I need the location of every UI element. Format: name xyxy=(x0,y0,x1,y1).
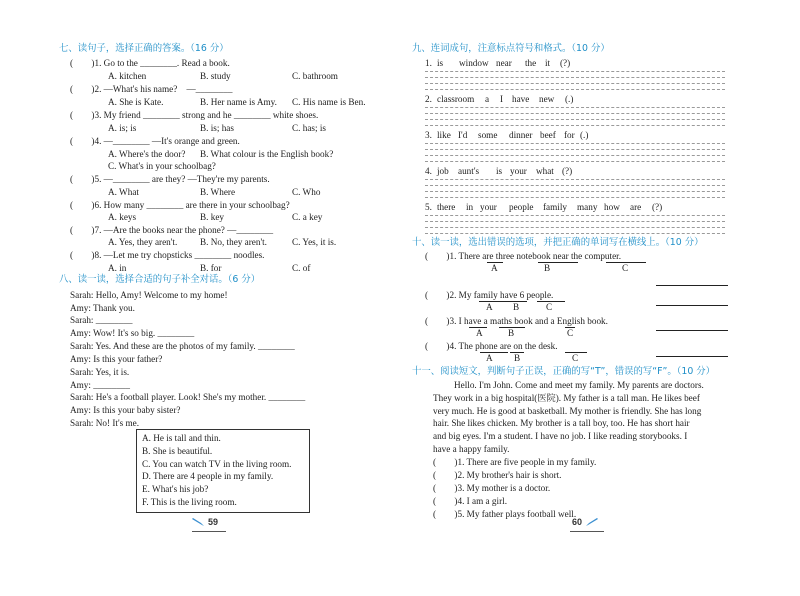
dialogue-line: Sarah: Yes. And these are the photos of my family. ________ xyxy=(70,341,295,351)
punctuation: (?) xyxy=(652,202,663,212)
word-row xyxy=(437,58,570,69)
dialogue-line: Amy: Is this your baby sister? xyxy=(70,405,181,415)
judgement-statement: ( )3. My mother is a doctor. xyxy=(433,483,551,493)
error-sentence: ( )1. There are three notebook near the computer. xyxy=(425,251,622,261)
writing-line[interactable] xyxy=(425,215,725,216)
word: window xyxy=(459,58,489,68)
option-item: C. You can watch TV in the living room. xyxy=(142,459,292,469)
dialogue-line: Amy: Is this your father? xyxy=(70,354,163,364)
judgement-statement: ( )5. My father plays football well. xyxy=(433,509,577,519)
choice-letter: B xyxy=(514,353,521,363)
q7-6-option-b: B. key xyxy=(200,212,224,222)
writing-line[interactable] xyxy=(425,233,725,234)
dialogue-line: Sarah: ________ xyxy=(70,315,133,325)
punctuation: (.) xyxy=(565,94,574,104)
choice-letter: B xyxy=(513,302,520,312)
punctuation: (.) xyxy=(580,130,589,140)
word: it xyxy=(545,58,551,68)
writing-line[interactable] xyxy=(425,107,725,108)
answer-line[interactable] xyxy=(656,356,728,357)
q7-3-option-c: C. has; is xyxy=(292,123,326,133)
writing-line[interactable] xyxy=(425,155,725,156)
writing-line[interactable] xyxy=(425,119,725,120)
writing-line[interactable] xyxy=(425,143,725,144)
passage-line: and big eyes. I'm a student. I have no job. I like reading storybooks. I xyxy=(433,431,688,441)
q7-5-stem: ( )5. —________ are they? —They're my parents. xyxy=(70,174,270,184)
pen-icon xyxy=(584,517,600,527)
dialogue-line: Amy: Thank you. xyxy=(70,303,135,313)
writing-line[interactable] xyxy=(425,125,725,126)
q7-1-option-b: B. study xyxy=(200,71,231,81)
passage-line: They work in a big hospital(医院). My father is a tall man. He likes beef xyxy=(433,393,700,403)
word: like xyxy=(437,130,451,140)
page-number: 59 xyxy=(208,517,219,527)
q7-6-option-a: A. keys xyxy=(108,212,137,222)
q7-1-stem: ( )1. Go to the ________. Read a book. xyxy=(70,58,230,68)
word-row xyxy=(437,202,662,213)
writing-line[interactable] xyxy=(425,191,725,192)
sentence-item-number: 3. xyxy=(425,130,432,140)
q7-2-option-a: A. She is Kate. xyxy=(108,97,164,107)
writing-line[interactable] xyxy=(425,83,725,84)
choice-letter: A xyxy=(491,263,498,273)
writing-line[interactable] xyxy=(425,89,725,90)
choice-letter: C xyxy=(622,263,629,273)
q7-2-option-b: B. Her name is Amy. xyxy=(200,97,277,107)
error-sentence: ( )4. The phone are on the desk. xyxy=(425,341,558,351)
q7-8-stem: ( )8. —Let me try chopsticks ________ noodles. xyxy=(70,250,265,260)
dialogue-line: Sarah: He's a football player. Look! She's my mother. ________ xyxy=(70,392,306,402)
choice-letter: B xyxy=(508,328,515,338)
word: people xyxy=(509,202,534,212)
word: how xyxy=(604,202,620,212)
q7-1-option-c: C. bathroom xyxy=(292,71,338,81)
choice-letter: A xyxy=(476,328,483,338)
word: family xyxy=(543,202,567,212)
option-item: D. There are 4 people in my family. xyxy=(142,471,274,481)
q7-5-option-c: C. Who xyxy=(292,187,321,197)
word: classroom xyxy=(437,94,475,104)
word-row xyxy=(437,94,573,105)
section-11-title: 十一、阅读短文，判断句子正误，正确的写“T”，错误的写“F”。（10 分） xyxy=(412,366,716,377)
section-9-title: 九、连词成句，注意标点符号和格式。（10 分） xyxy=(412,43,610,54)
writing-line[interactable] xyxy=(425,197,725,198)
option-item: E. What's his job? xyxy=(142,484,209,494)
writing-line[interactable] xyxy=(425,221,725,222)
q7-3-option-a: A. is; is xyxy=(108,123,137,133)
q7-5-option-b: B. Where xyxy=(200,187,236,197)
choice-letter: A xyxy=(486,353,493,363)
section-10-title: 十、读一读，选出错误的选项，并把正确的单词写在横线上。（10 分） xyxy=(412,237,704,248)
q7-3-stem: ( )3. My friend ________ strong and he ________ white shoes. xyxy=(70,110,319,120)
choice-letter: B xyxy=(544,263,551,273)
choice-letter: C xyxy=(567,328,574,338)
q7-8-option-b: B. for xyxy=(200,263,222,273)
word: many xyxy=(577,202,598,212)
page-number-underline xyxy=(192,531,226,532)
option-item: F. This is the living room. xyxy=(142,497,237,507)
word: are xyxy=(630,202,642,212)
sentence-item-number: 4. xyxy=(425,166,432,176)
choice-letter: C xyxy=(546,302,553,312)
error-sentence: ( )2. My family have 6 people. xyxy=(425,290,554,300)
word: what xyxy=(536,166,554,176)
word: I'd xyxy=(458,130,468,140)
word: in xyxy=(466,202,474,212)
word: some xyxy=(478,130,498,140)
q7-5-option-a: A. What xyxy=(108,187,139,197)
dialogue-line: Sarah: No! It's me. xyxy=(70,418,140,428)
writing-line[interactable] xyxy=(425,179,725,180)
q7-1-option-a: A. kitchen xyxy=(108,71,147,81)
punctuation: (?) xyxy=(562,166,573,176)
dialogue-line: Amy: ________ xyxy=(70,380,130,390)
word: near xyxy=(496,58,512,68)
q7-4-option-c: C. What's in your schoolbag? xyxy=(108,161,216,171)
q7-6-option-c: C. a key xyxy=(292,212,323,222)
page-number: 60 xyxy=(572,517,583,527)
passage-line: hair. She likes chicken. My brother is a tall boy, too. He has short hair xyxy=(433,418,690,428)
answer-line[interactable] xyxy=(656,330,728,331)
word: have xyxy=(512,94,530,104)
sentence-item-number: 2. xyxy=(425,94,432,104)
word: is xyxy=(496,166,503,176)
punctuation: (?) xyxy=(560,58,571,68)
q7-4-option-b: B. What colour is the English book? xyxy=(200,149,334,159)
writing-line[interactable] xyxy=(425,227,725,228)
passage-line: have a happy family. xyxy=(433,444,510,454)
q7-2-stem: ( )2. —What's his name? —________ xyxy=(70,84,233,94)
word: aunt's xyxy=(458,166,480,176)
writing-line[interactable] xyxy=(425,71,725,72)
q7-8-option-a: A. in xyxy=(108,263,127,273)
word: new xyxy=(539,94,555,104)
section-7-title: 七、读句子，选择正确的答案。（16 分） xyxy=(59,43,229,54)
sentence-item-number: 1. xyxy=(425,58,432,68)
q7-2-option-c: C. His name is Ben. xyxy=(292,97,366,107)
option-item: B. She is beautiful. xyxy=(142,446,213,456)
writing-line[interactable] xyxy=(425,185,725,186)
word: a xyxy=(485,94,490,104)
dialogue-line: Amy: Wow! It's so big. ________ xyxy=(70,328,195,338)
error-sentence: ( )3. I have a maths book and a English book. xyxy=(425,316,608,326)
word: I xyxy=(500,94,504,104)
sentence-item-number: 5. xyxy=(425,202,432,212)
dialogue-line: Sarah: Yes, it is. xyxy=(70,367,130,377)
q7-7-stem: ( )7. —Are the books near the phone? —________ xyxy=(70,225,274,235)
q7-7-option-b: B. No, they aren't. xyxy=(200,237,267,247)
dialogue-line: Sarah: Hello, Amy! Welcome to my home! xyxy=(70,290,228,300)
q7-4-stem: ( )4. —________ —It's orange and green. xyxy=(70,136,240,146)
word: your xyxy=(510,166,527,176)
pen-icon xyxy=(190,517,206,527)
writing-line[interactable] xyxy=(425,77,725,78)
choice-letter: A xyxy=(486,302,493,312)
choice-letter: C xyxy=(572,353,579,363)
writing-line[interactable] xyxy=(425,149,725,150)
word: for xyxy=(564,130,575,140)
q7-3-option-b: B. is; has xyxy=(200,123,234,133)
answer-line[interactable] xyxy=(656,305,728,306)
q7-8-option-c: C. of xyxy=(292,263,311,273)
word: is xyxy=(437,58,444,68)
passage-line: Hello. I'm John. Come and meet my family. My parents are doctors. xyxy=(454,380,704,390)
passage-line: very much. He is good at basketball. My mother is friendly. She has long xyxy=(433,406,702,416)
word: beef xyxy=(540,130,556,140)
writing-line[interactable] xyxy=(425,113,725,114)
q7-6-stem: ( )6. How many ________ are there in your schoolbag? xyxy=(70,200,290,210)
word: your xyxy=(480,202,497,212)
word: there xyxy=(437,202,456,212)
word: job xyxy=(437,166,449,176)
section-8-title: 八、读一读，选择合适的句子补全对话。（6 分） xyxy=(59,274,261,285)
judgement-statement: ( )4. I am a girl. xyxy=(433,496,507,506)
word: dinner xyxy=(509,130,533,140)
q7-7-option-a: A. Yes, they aren't. xyxy=(108,237,178,247)
answer-line[interactable] xyxy=(656,285,728,286)
q7-4-option-a: A. Where's the door? xyxy=(108,149,186,159)
word-row xyxy=(437,130,588,141)
word: the xyxy=(525,58,537,68)
option-item: A. He is tall and thin. xyxy=(142,433,221,443)
q7-7-option-c: C. Yes, it is. xyxy=(292,237,337,247)
word-row xyxy=(437,166,572,177)
judgement-statement: ( )2. My brother's hair is short. xyxy=(433,470,562,480)
judgement-statement: ( )1. There are five people in my family. xyxy=(433,457,597,467)
writing-line[interactable] xyxy=(425,161,725,162)
page-number-underline xyxy=(570,531,604,532)
